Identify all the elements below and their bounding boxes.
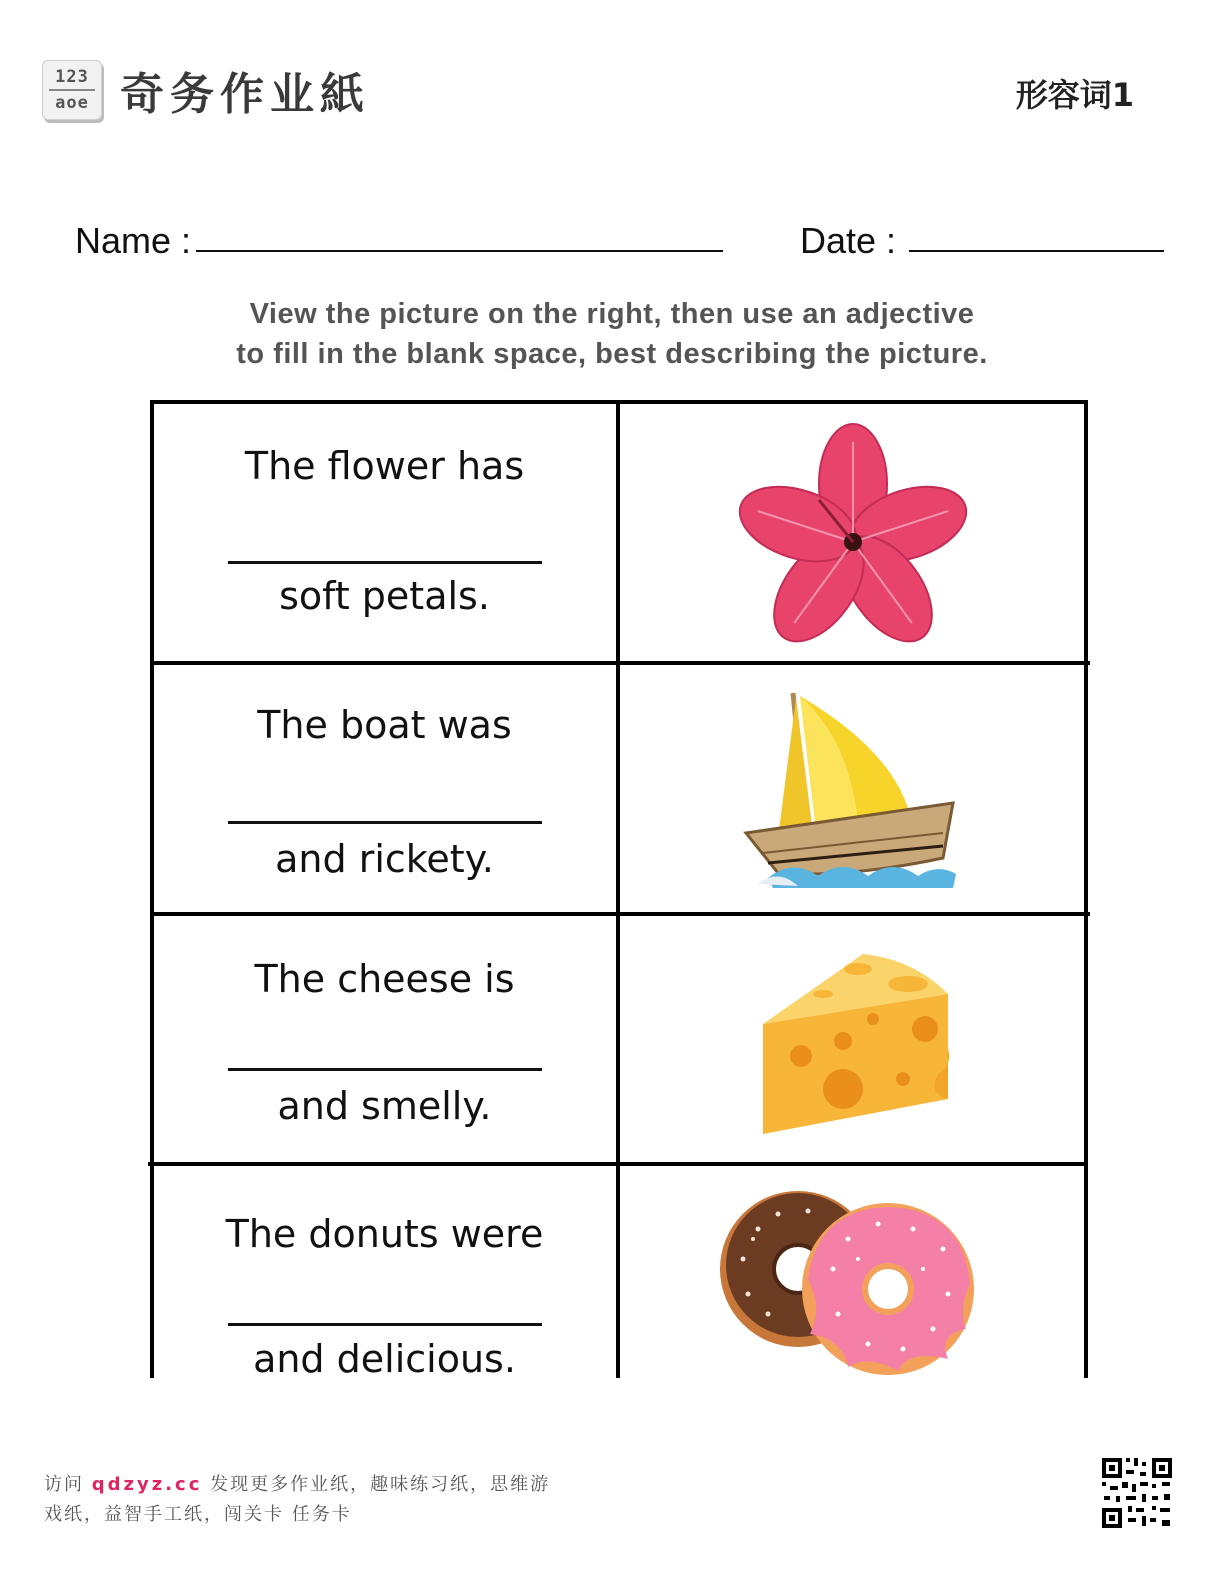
logo-badge-icon <box>42 60 102 120</box>
logo-badge-bottom: aoe <box>55 93 89 113</box>
sentence-end: soft petals. <box>279 574 490 618</box>
instructions-line-2: to fill in the blank space, best describing the picture. <box>236 338 988 370</box>
answer-blank[interactable] <box>228 1323 542 1326</box>
sentence-end: and delicious. <box>253 1337 516 1381</box>
table-row <box>150 663 1088 914</box>
flower-icon <box>618 420 1088 650</box>
sailboat-icon <box>618 683 1088 903</box>
footer-line1: 发现更多作业纸，趣味练习纸，思维游 <box>210 1474 551 1495</box>
brand-name: 奇务作业紙 <box>120 69 370 120</box>
footer-line2: 戏纸，益智手工纸，闯关卡 任务卡 <box>44 1504 352 1525</box>
footer-visit: 访问 <box>44 1474 84 1495</box>
instructions <box>0 294 1224 374</box>
answer-blank[interactable] <box>228 821 542 824</box>
date-label: Date : <box>800 220 897 261</box>
table-row <box>150 1164 1088 1381</box>
footer-promo <box>44 1470 550 1530</box>
answer-blank[interactable] <box>228 561 542 564</box>
date-field[interactable] <box>909 250 1164 252</box>
sentence-start: The cheese is <box>254 957 515 1001</box>
name-field[interactable] <box>196 250 723 252</box>
name-label: Name : <box>75 220 192 261</box>
sentence-start: The flower has <box>244 444 525 488</box>
brand-logo <box>42 58 370 122</box>
cheese-icon <box>618 934 1088 1154</box>
sentence-start: The donuts were <box>225 1212 544 1256</box>
table-row <box>150 914 1088 1164</box>
answer-blank[interactable] <box>228 1068 542 1071</box>
table-row <box>150 400 1088 663</box>
qr-code-icon <box>1100 1456 1174 1530</box>
logo-badge-top: 123 <box>55 67 89 87</box>
worksheet-topic: 形容词1 <box>1015 76 1134 114</box>
footer-url-link[interactable]: qdzyz.cc <box>91 1474 203 1495</box>
donuts-icon <box>618 1184 1088 1384</box>
instructions-line-1: View the picture on the right, then use an adjective <box>249 298 975 330</box>
sentence-start: The boat was <box>257 703 512 747</box>
exercise-table <box>150 400 1088 1381</box>
sentence-end: and rickety. <box>275 837 494 881</box>
sentence-end: and smelly. <box>277 1084 492 1128</box>
